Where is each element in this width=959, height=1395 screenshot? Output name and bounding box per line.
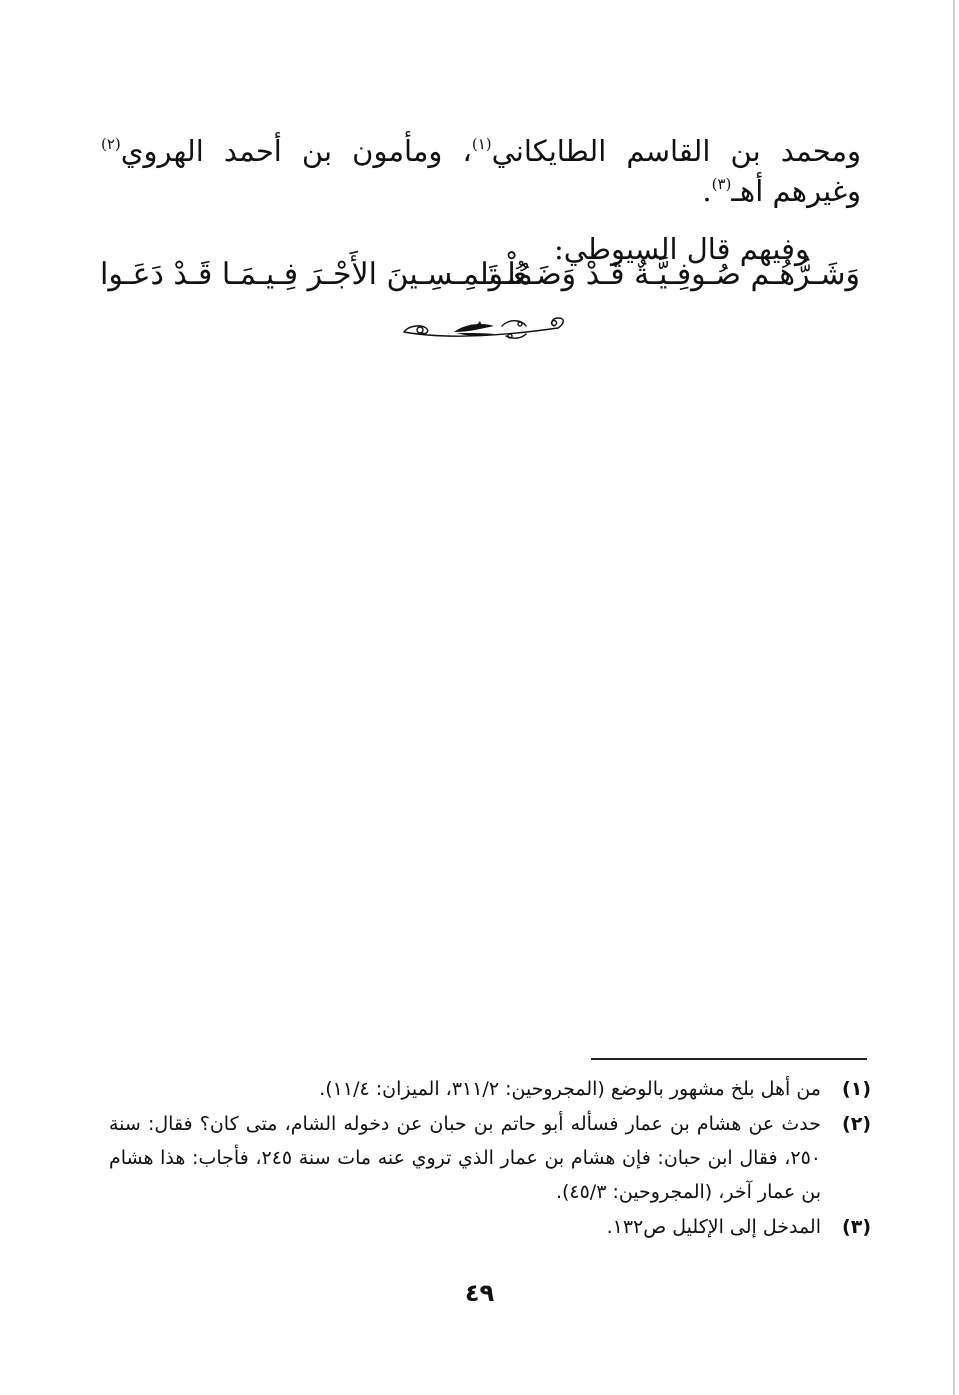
footnote-3 [109, 1210, 871, 1244]
footnote-number: (١) [842, 1078, 871, 1100]
verse-first-hemistich: وَشَـرُّهُـم صُـوفِـيَّـةٌ قَـدْ وَضَـعُـوا [480, 257, 860, 292]
footnote-ref-2[interactable]: (٢) [101, 135, 121, 153]
footnote-number: (٣) [842, 1216, 871, 1238]
footnote-ref-3[interactable]: (٣) [711, 175, 732, 193]
footnotes-section [109, 1072, 871, 1245]
page-number: ٤٩ [464, 1279, 495, 1307]
poem-verse [100, 253, 860, 297]
narrator-text-end: . [702, 174, 712, 208]
footnote-text: المدخل إلى الإكليل ص١٣٢. [606, 1216, 821, 1238]
footnote-ref-1[interactable]: (١) [471, 135, 492, 153]
narrator-text-1: ومحمد بن القاسم الطايكاني [491, 134, 861, 168]
paragraph-narrators [101, 131, 861, 211]
footnote-text: حدث عن هشام بن عمار فسأله أبو حاتم بن حبان عن دخوله الشام، متى كان؟ فقال: سنة ٢٥٠، فقال ابن حبان: فإن هشام بن عمار الذي تروي عنه مات سنة ٢٤٥، فأجاب: هذا هشام بن عمار آخر، (المجروحين: ٤٥/٣). [109, 1113, 821, 1203]
footnote-2 [109, 1107, 871, 1209]
narrator-text-3: وغيرهم أهـ [731, 174, 861, 208]
footnote-text: من أهل بلخ مشهور بالوضع (المجروحين: ٣١١/٢، الميزان: ١١/٤). [319, 1078, 821, 1100]
decorative-ornament-icon [398, 314, 568, 346]
verse-second-hemistich: مُلْـتَـمِـسِـينَ الأَجْـرَ فِـيـمَـا قَـدْ دَعَـوا [100, 257, 533, 292]
footnote-number: (٢) [842, 1113, 871, 1135]
footnote-1 [109, 1072, 871, 1106]
paragraph-intro-verse: وفيهم قال السيوطي: [553, 232, 809, 266]
footnote-separator-line [591, 1058, 867, 1060]
narrator-text-2: ، ومأمون بن أحمد الهروي [120, 134, 472, 168]
